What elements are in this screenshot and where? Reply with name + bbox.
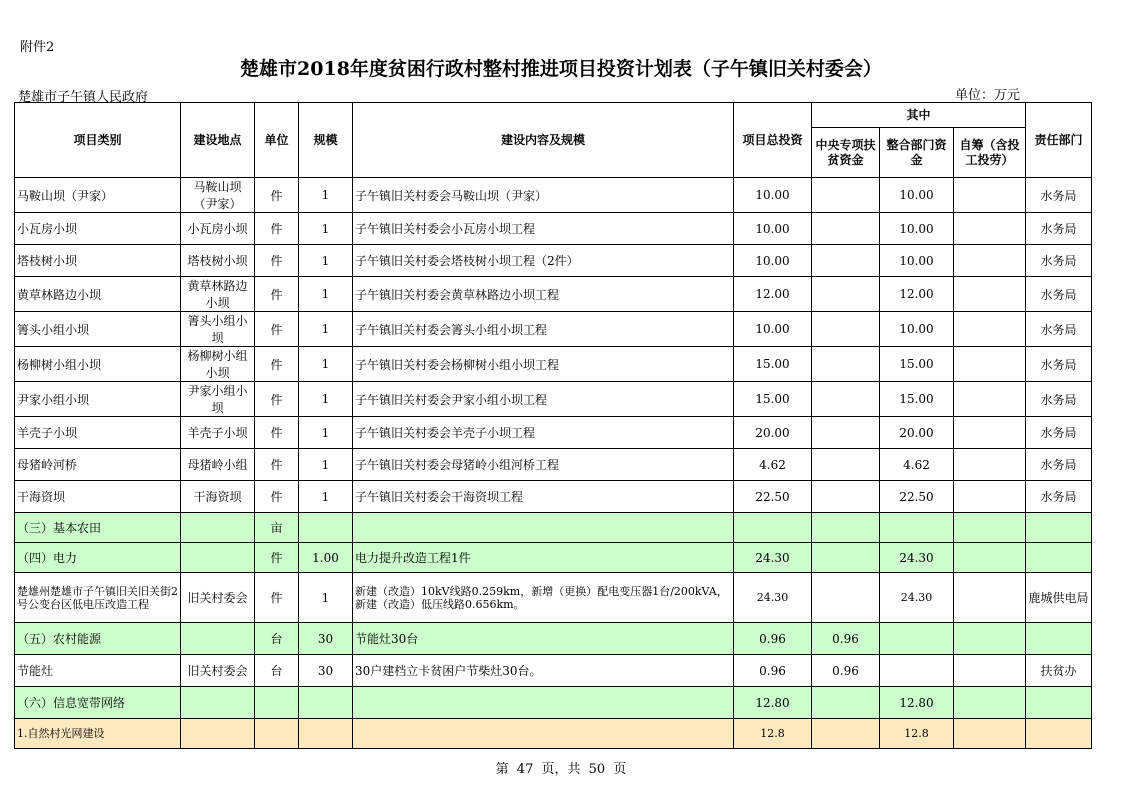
cell-content: 子午镇旧关村委会尹家小组小坝工程: [353, 382, 734, 417]
cell-category: 节能灶: [15, 655, 181, 687]
cell-location: [181, 687, 255, 719]
cell-self: [954, 178, 1026, 213]
cell-scale: [299, 719, 353, 749]
cell-content: 子午镇旧关村委会干海资坝工程: [353, 481, 734, 513]
cell-dept: 扶贫办: [1026, 655, 1092, 687]
cell-integrated: 12.80: [880, 687, 954, 719]
cell-unit: 件: [255, 573, 299, 623]
cell-category: 小瓦房小坝: [15, 213, 181, 245]
cell-dept: 水务局: [1026, 245, 1092, 277]
footer-page-number: 47: [516, 762, 534, 777]
header-dept: 责任部门: [1026, 103, 1092, 178]
cell-dept: [1026, 623, 1092, 655]
cell-content: 电力提升改造工程1件: [353, 543, 734, 573]
cell-dept: 水务局: [1026, 481, 1092, 513]
cell-location: 羊壳子小坝: [181, 417, 255, 449]
table-row: [15, 687, 1092, 719]
cell-integrated: 24.30: [880, 543, 954, 573]
cell-central: [812, 573, 880, 623]
table-row: [15, 382, 1092, 417]
cell-category: 箐头小组小坝: [15, 312, 181, 347]
cell-unit: 件: [255, 213, 299, 245]
cell-scale: [299, 687, 353, 719]
cell-category: 黄草林路边小坝: [15, 277, 181, 312]
table-row: [15, 213, 1092, 245]
cell-unit: 件: [255, 543, 299, 573]
table-row: [15, 277, 1092, 312]
cell-category: 1.自然村光网建设: [15, 719, 181, 749]
cell-location: 旧关村委会: [181, 655, 255, 687]
cell-location: 旧关村委会: [181, 573, 255, 623]
table-row: [15, 623, 1092, 655]
cell-total: 24.30: [734, 543, 812, 573]
cell-unit: 件: [255, 178, 299, 213]
cell-total: [734, 513, 812, 543]
cell-central: [812, 481, 880, 513]
table-row: [15, 513, 1092, 543]
cell-unit: [255, 719, 299, 749]
footer-middle: 页，共: [541, 762, 581, 777]
cell-central: 0.96: [812, 623, 880, 655]
cell-unit: 台: [255, 623, 299, 655]
cell-integrated: [880, 513, 954, 543]
cell-integrated: 15.00: [880, 347, 954, 382]
cell-location: [181, 513, 255, 543]
cell-content: [353, 687, 734, 719]
cell-location: [181, 623, 255, 655]
cell-scale: 30: [299, 655, 353, 687]
cell-scale: 1: [299, 347, 353, 382]
cell-central: [812, 719, 880, 749]
cell-central: [812, 277, 880, 312]
cell-scale: 1: [299, 277, 353, 312]
table-row: [15, 449, 1092, 481]
cell-dept: 鹿城供电局: [1026, 573, 1092, 623]
table-row: [15, 543, 1092, 573]
cell-dept: [1026, 719, 1092, 749]
cell-unit: [255, 687, 299, 719]
cell-total: 12.80: [734, 687, 812, 719]
table-row: [15, 719, 1092, 749]
cell-location: 尹家小组小坝: [181, 382, 255, 417]
cell-self: [954, 543, 1026, 573]
header-among: 其中: [812, 103, 1026, 128]
cell-location: 干海资坝: [181, 481, 255, 513]
cell-self: [954, 277, 1026, 312]
cell-integrated: 10.00: [880, 312, 954, 347]
cell-total: 22.50: [734, 481, 812, 513]
footer-suffix: 页: [613, 762, 627, 777]
cell-scale: [299, 513, 353, 543]
cell-category: （六）信息宽带网络: [15, 687, 181, 719]
cell-integrated: 4.62: [880, 449, 954, 481]
cell-central: [812, 417, 880, 449]
cell-scale: 1: [299, 213, 353, 245]
organization-label: 楚雄市子午镇人民政府: [18, 90, 149, 105]
cell-dept: 水务局: [1026, 213, 1092, 245]
cell-unit: 件: [255, 449, 299, 481]
cell-self: [954, 623, 1026, 655]
cell-self: [954, 481, 1026, 513]
cell-content: 子午镇旧关村委会马鞍山坝（尹家）: [353, 178, 734, 213]
footer-total-pages: 50: [588, 762, 606, 777]
cell-central: [812, 449, 880, 481]
header-integrated: 整合部门资金: [880, 128, 954, 178]
cell-unit: 件: [255, 312, 299, 347]
cell-category: （四）电力: [15, 543, 181, 573]
cell-category: 楚雄州楚雄市子午镇旧关旧关街2号公变台区低电压改造工程: [15, 573, 181, 623]
cell-self: [954, 245, 1026, 277]
cell-content: 子午镇旧关村委会箐头小组小坝工程: [353, 312, 734, 347]
cell-total: 0.96: [734, 623, 812, 655]
cell-self: [954, 417, 1026, 449]
table-row: [15, 312, 1092, 347]
cell-scale: 30: [299, 623, 353, 655]
header-category: 项目类别: [15, 103, 181, 178]
table-row: [15, 481, 1092, 513]
cell-content: 节能灶30台: [353, 623, 734, 655]
table-row: [15, 573, 1092, 623]
cell-total: 10.00: [734, 312, 812, 347]
cell-unit: 件: [255, 347, 299, 382]
cell-content: 子午镇旧关村委会羊壳子小坝工程: [353, 417, 734, 449]
header-central: 中央专项扶贫资金: [812, 128, 880, 178]
cell-content: [353, 719, 734, 749]
cell-self: [954, 382, 1026, 417]
cell-integrated: 10.00: [880, 213, 954, 245]
cell-dept: 水务局: [1026, 382, 1092, 417]
cell-total: 20.00: [734, 417, 812, 449]
cell-content: 子午镇旧关村委会杨柳树小组小坝工程: [353, 347, 734, 382]
cell-category: 干海资坝: [15, 481, 181, 513]
cell-integrated: 12.00: [880, 277, 954, 312]
cell-total: 12.8: [734, 719, 812, 749]
cell-category: 杨柳树小组小坝: [15, 347, 181, 382]
cell-dept: 水务局: [1026, 417, 1092, 449]
cell-central: [812, 543, 880, 573]
cell-central: [812, 347, 880, 382]
cell-unit: 件: [255, 245, 299, 277]
cell-self: [954, 687, 1026, 719]
cell-central: [812, 382, 880, 417]
footer-prefix: 第: [495, 762, 509, 777]
cell-content: 子午镇旧关村委会黄草林路边小坝工程: [353, 277, 734, 312]
cell-integrated: [880, 655, 954, 687]
cell-location: 箐头小组小坝: [181, 312, 255, 347]
cell-total: 4.62: [734, 449, 812, 481]
page-title: 楚雄市2018年度贫困行政村整村推进项目投资计划表（子午镇旧关村委会）: [240, 58, 882, 80]
cell-location: 马鞍山坝（尹家）: [181, 178, 255, 213]
cell-total: 24.30: [734, 573, 812, 623]
cell-self: [954, 213, 1026, 245]
cell-scale: 1: [299, 245, 353, 277]
cell-location: 塔枝树小坝: [181, 245, 255, 277]
cell-integrated: 22.50: [880, 481, 954, 513]
cell-total: 0.96: [734, 655, 812, 687]
cell-unit: 件: [255, 277, 299, 312]
unit-label: 单位：万元: [955, 88, 1021, 103]
cell-dept: 水务局: [1026, 178, 1092, 213]
header-unit: 单位: [255, 103, 299, 178]
cell-unit: 亩: [255, 513, 299, 543]
cell-dept: [1026, 543, 1092, 573]
cell-self: [954, 719, 1026, 749]
cell-dept: 水务局: [1026, 449, 1092, 481]
cell-content: 子午镇旧关村委会母猪岭小组河桥工程: [353, 449, 734, 481]
cell-content: [353, 513, 734, 543]
cell-location: 母猪岭小组: [181, 449, 255, 481]
cell-dept: [1026, 513, 1092, 543]
cell-self: [954, 449, 1026, 481]
page-footer: [0, 758, 1122, 777]
cell-scale: 1: [299, 312, 353, 347]
cell-unit: 件: [255, 382, 299, 417]
cell-dept: 水务局: [1026, 347, 1092, 382]
cell-self: [954, 347, 1026, 382]
cell-self: [954, 513, 1026, 543]
cell-central: [812, 178, 880, 213]
cell-central: [812, 312, 880, 347]
cell-total: 12.00: [734, 277, 812, 312]
cell-self: [954, 655, 1026, 687]
table-row: [15, 655, 1092, 687]
cell-location: [181, 543, 255, 573]
cell-content: 30户建档立卡贫困户节柴灶30台。: [353, 655, 734, 687]
cell-scale: 1.00: [299, 543, 353, 573]
cell-central: [812, 213, 880, 245]
cell-total: 10.00: [734, 245, 812, 277]
header-location: 建设地点: [181, 103, 255, 178]
cell-integrated: 15.00: [880, 382, 954, 417]
cell-total: 10.00: [734, 178, 812, 213]
cell-category: （三）基本农田: [15, 513, 181, 543]
cell-integrated: 24.30: [880, 573, 954, 623]
cell-central: [812, 245, 880, 277]
table-row: [15, 245, 1092, 277]
cell-category: 尹家小组小坝: [15, 382, 181, 417]
cell-content: 子午镇旧关村委会塔枝树小坝工程（2件）: [353, 245, 734, 277]
table-row: [15, 347, 1092, 382]
cell-scale: 1: [299, 449, 353, 481]
attachment-label: 附件2: [20, 40, 55, 55]
cell-location: 小瓦房小坝: [181, 213, 255, 245]
cell-unit: 件: [255, 417, 299, 449]
cell-dept: 水务局: [1026, 312, 1092, 347]
investment-plan-table: [14, 102, 1092, 749]
header-scale: 规模: [299, 103, 353, 178]
cell-central: [812, 513, 880, 543]
cell-content: 子午镇旧关村委会小瓦房小坝工程: [353, 213, 734, 245]
cell-integrated: 10.00: [880, 178, 954, 213]
header-total: 项目总投资: [734, 103, 812, 178]
cell-category: 塔枝树小坝: [15, 245, 181, 277]
cell-category: （五）农村能源: [15, 623, 181, 655]
cell-dept: 水务局: [1026, 277, 1092, 312]
cell-integrated: [880, 623, 954, 655]
cell-dept: [1026, 687, 1092, 719]
table-row: [15, 178, 1092, 213]
cell-location: [181, 719, 255, 749]
header-content: 建设内容及规模: [353, 103, 734, 178]
cell-category: 母猪岭河桥: [15, 449, 181, 481]
cell-integrated: 12.8: [880, 719, 954, 749]
cell-scale: 1: [299, 178, 353, 213]
table-row: [15, 417, 1092, 449]
cell-total: 10.00: [734, 213, 812, 245]
header-self: 自筹（含投工投劳）: [954, 128, 1026, 178]
cell-self: [954, 312, 1026, 347]
cell-category: 羊壳子小坝: [15, 417, 181, 449]
cell-unit: 件: [255, 481, 299, 513]
cell-location: 黄草林路边小坝: [181, 277, 255, 312]
cell-integrated: 10.00: [880, 245, 954, 277]
cell-central: 0.96: [812, 655, 880, 687]
cell-unit: 台: [255, 655, 299, 687]
cell-integrated: 20.00: [880, 417, 954, 449]
cell-central: [812, 687, 880, 719]
cell-content: 新建（改造）10kV线路0.259km，新增（更换）配电变压器1台/200kVA，新建（改造）低压线路0.656km。: [353, 573, 734, 623]
cell-location: 杨柳树小组小坝: [181, 347, 255, 382]
cell-total: 15.00: [734, 347, 812, 382]
cell-self: [954, 573, 1026, 623]
cell-total: 15.00: [734, 382, 812, 417]
cell-scale: 1: [299, 382, 353, 417]
cell-scale: 1: [299, 481, 353, 513]
cell-scale: 1: [299, 417, 353, 449]
cell-category: 马鞍山坝（尹家）: [15, 178, 181, 213]
cell-scale: 1: [299, 573, 353, 623]
